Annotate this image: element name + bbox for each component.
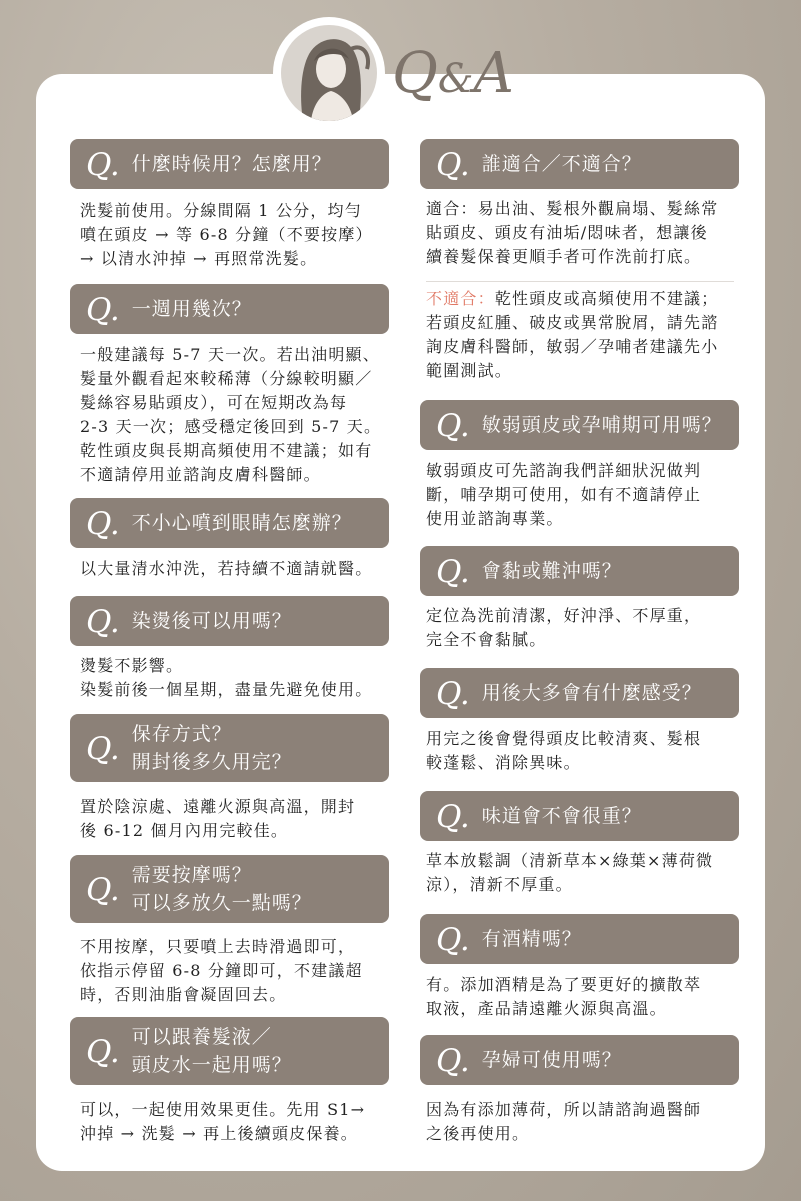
answer-text: 洗髮前使用。分線間隔 1 公分，均勻 噴在頭皮 → 等 6-8 分鐘（不要按摩） → 以清水沖掉 → 再照常洗髮。 bbox=[80, 201, 373, 268]
woman-portrait-icon bbox=[281, 25, 377, 121]
question-text: 誰適合／不適合？ bbox=[481, 152, 642, 175]
divider bbox=[426, 281, 734, 282]
question-text: 孕婦可使用嗎？ bbox=[481, 1048, 622, 1071]
q-mark: Q. bbox=[436, 798, 470, 835]
answer-text: 置於陰涼處、遠離火源與高溫，開封 後 6-12 個月內用完較佳。 bbox=[80, 797, 356, 840]
question-text: 保存方式？ bbox=[131, 722, 232, 745]
answer-text: 用完之後會覺得頭皮比較清爽、髮根 較蓬鬆、消除異味。 bbox=[426, 729, 702, 772]
question-text: 不小心噴到眼睛怎麼辦？ bbox=[131, 511, 352, 534]
q-mark: Q. bbox=[436, 553, 470, 590]
q-mark: Q. bbox=[86, 1033, 120, 1070]
question-text: 染燙後可以用嗎？ bbox=[131, 609, 292, 632]
unsuitable-first-line: 不適合：乾性頭皮或高頻使用不建議； bbox=[426, 289, 719, 308]
question-bar bbox=[420, 139, 739, 189]
question-bar bbox=[420, 914, 739, 964]
q-mark: Q. bbox=[436, 675, 470, 712]
question-bar bbox=[70, 139, 389, 189]
question-bar bbox=[420, 668, 739, 718]
question-text: 有酒精嗎？ bbox=[481, 927, 582, 950]
question-text: 可以多放久一點嗎？ bbox=[131, 892, 312, 914]
q-mark: Q. bbox=[86, 505, 120, 542]
answer-text: 一般建議每 5-7 天一次。若出油明顯、 髮量外觀看起來較稀薄（分線較明顯／ 髮絲容易貼頭皮），可在短期改為每 2-3 天一次；感受穩定後回到 5-7 天。 乾性頭皮與長期高頻使用不建議；如有 不適請停用並諮詢皮膚科醫師。 bbox=[80, 345, 382, 484]
question-text: 味道會不會很重？ bbox=[481, 804, 642, 827]
question-bar bbox=[70, 596, 389, 646]
question-bar bbox=[420, 791, 739, 841]
question-text: 需要按摩嗎？ bbox=[131, 863, 252, 886]
qa-logo: Q&A bbox=[392, 41, 514, 106]
q-mark: Q. bbox=[86, 146, 120, 183]
question-bar bbox=[420, 546, 739, 596]
answer-text: 燙髮不影響。 染髮前後一個星期，盡量先避免使用。 bbox=[80, 656, 373, 699]
answer-text: 以大量清水沖洗，若持續不適請就醫。 bbox=[80, 559, 373, 578]
answer-text: 敏弱頭皮可先諮詢我們詳細狀況做判 斷，哺孕期可使用，如有不適請停止 使用並諮詢專業。 bbox=[426, 461, 702, 528]
question-text: 開封後多久用完？ bbox=[131, 751, 292, 773]
answer-text: 定位為洗前清潔，好沖淨、不厚重， 完全不會黏膩。 bbox=[426, 606, 702, 649]
question-text: 什麼時候用？怎麼用？ bbox=[131, 152, 332, 175]
q-mark: Q. bbox=[436, 1042, 470, 1079]
question-text: 會黏或難沖嗎？ bbox=[481, 559, 622, 582]
q-mark: Q. bbox=[436, 146, 470, 183]
unsuitable-label: 不適合： bbox=[426, 289, 495, 308]
question-text: 可以跟養髮液／ bbox=[131, 1025, 272, 1048]
q-mark: Q. bbox=[436, 921, 470, 958]
answer-text: 草本放鬆調（清新草本×綠葉×薄荷微 涼），清新不厚重。 bbox=[426, 851, 714, 894]
question-bar bbox=[70, 284, 389, 334]
question-bar bbox=[70, 855, 389, 923]
question-text: 頭皮水一起用嗎？ bbox=[131, 1054, 292, 1076]
answer-text: 因為有添加薄荷，所以請諮詢過醫師 之後再使用。 bbox=[426, 1100, 702, 1143]
question-bar bbox=[70, 714, 389, 782]
q-mark: Q. bbox=[86, 291, 120, 328]
q-mark: Q. bbox=[86, 871, 120, 908]
question-text: 一週用幾次？ bbox=[131, 297, 252, 320]
q-mark: Q. bbox=[86, 603, 120, 640]
suitable-text: 適合：易出油、髮根外觀扁塌、髮絲常 貼頭皮、頭皮有油垢/悶味者，想讓後 續養髮保養更順手者可作洗前打底。 bbox=[426, 199, 719, 266]
question-text: 用後大多會有什麼感受？ bbox=[481, 681, 702, 704]
question-bar bbox=[420, 1035, 739, 1085]
question-bar bbox=[70, 1017, 389, 1085]
unsuitable-text: 若頭皮紅腫、破皮或異常脫屑，請先諮 詢皮膚科醫師，敏弱／孕哺者建議先小 範圍測試。 bbox=[426, 313, 719, 380]
question-bar bbox=[70, 498, 389, 548]
question-text: 敏弱頭皮或孕哺期可用嗎？ bbox=[481, 413, 722, 436]
answer-text: 可以，一起使用效果更佳。先用 S1→ 沖掉 → 洗髮 → 再上後續頭皮保養。 bbox=[80, 1100, 366, 1143]
question-bar bbox=[420, 400, 739, 450]
answer-text: 不用按摩，只要噴上去時滑過即可， 依指示停留 6-8 分鐘即可，不建議超 時，否則油脂會凝固回去。 bbox=[80, 937, 363, 1004]
q-mark: Q. bbox=[86, 730, 120, 767]
q-mark: Q. bbox=[436, 407, 470, 444]
answer-text: 有。添加酒精是為了要更好的擴散萃 取液，產品請遠離火源與高溫。 bbox=[426, 975, 702, 1018]
